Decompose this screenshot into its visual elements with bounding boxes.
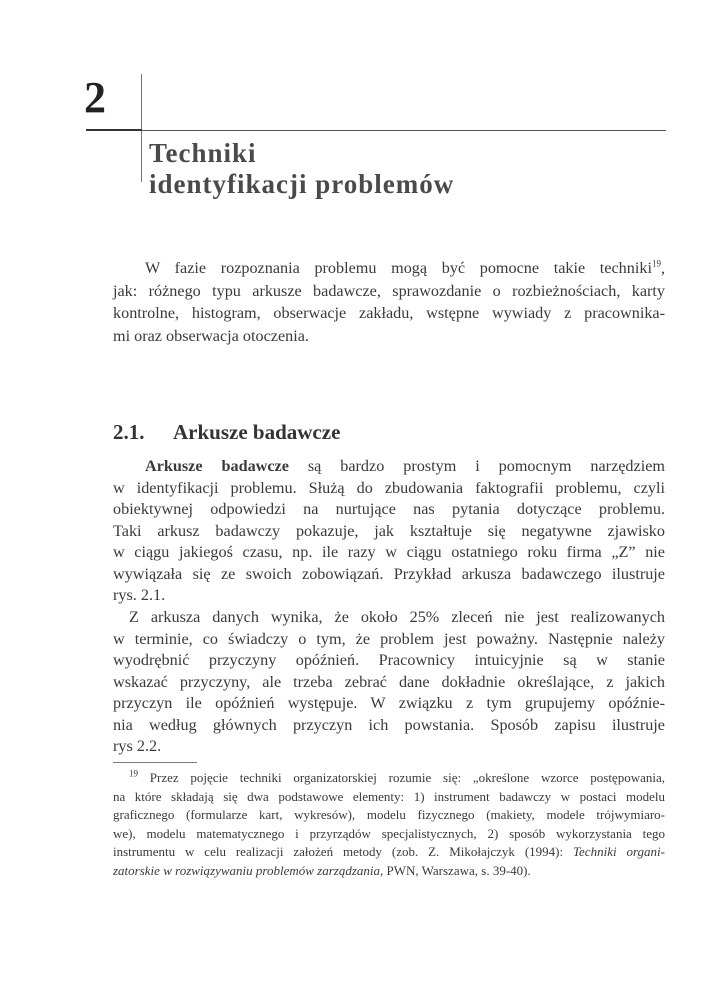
- chapter-number: 2: [84, 73, 106, 122]
- citation-title: zatorskie w rozwiązywaniu problemów zarządzania,: [113, 862, 384, 878]
- chapter-title-line: Techniki: [149, 138, 257, 168]
- chapter-rule-accent: [86, 129, 142, 131]
- text-line: rys 2.2.: [113, 737, 162, 755]
- text-line: $^{19}$ Przez pojęcie techniki organizatorskiej rozumie się: „określone wzorce postępowania,: [129, 768, 665, 785]
- text-line: wskazać przyczyny, ale trzeba zebrać dane dokładnie określające, z jakich: [113, 672, 665, 691]
- chapter-title-line: identyfikacji problemów: [149, 169, 455, 199]
- text-line: wywiązała się ze swoich zobowiązań. Przykład arkusza badawczego ilustruje: [113, 564, 665, 583]
- text-line: obiektywnej odpowiedzi na nurtujące nas pytania dotyczące problemu.: [113, 500, 665, 518]
- text-line: Taki arkusz badawczy pokazuje, jak kształtuje się negatywne zjawisko: [113, 521, 665, 540]
- text-line: graficznego (formularze kart, wykresów), modelu fizycznego (makiety, modele trójwymiaro-: [113, 807, 665, 823]
- term: Arkusze badawcze: [145, 457, 289, 475]
- text-line: na które składają się dwa podstawowe elementy: 1) instrument badawczy w postaci modelu: [113, 788, 665, 804]
- text-line: Arkusze badawcze są bardzo prostym i pomocnym narzędziem: [145, 457, 665, 475]
- chapter-vertical-rule: [141, 74, 142, 182]
- text-line: W fazie rozpoznania problemu mogą być pomocne takie techniki$^{19}$,: [145, 258, 665, 277]
- footnote-ref: 19: [651, 258, 661, 269]
- text-line: w terminie, co świadczy o tym, że problem jest poważny. Następnie należy: [113, 629, 665, 648]
- text-line: mi oraz obserwacja otoczenia.: [113, 327, 309, 346]
- text-line: w ciągu jakiegoś czasu, np. ile razy w ciągu ostatniego roku firma „Z” nie: [113, 543, 665, 561]
- chapter-title: [149, 138, 454, 200]
- text-line: zatorskie w rozwiązywaniu problemów zarządzania, PWN, Warszawa, s. 39-40).: [113, 862, 531, 878]
- intro-paragraph: [113, 257, 665, 348]
- text-line: nia według głównych przyczyn ich powstania. Sposób zapisu ilustruje: [113, 715, 665, 734]
- text-line: rys. 2.1.: [113, 586, 166, 604]
- citation-title: Techniki organi-: [573, 844, 665, 860]
- body-paragraph-2: [113, 607, 665, 758]
- footnote-number: 19: [129, 768, 138, 779]
- text-line: przyczyn ile opóźnień występuje. W związku z tym grupujemy opóźnie-: [113, 694, 665, 712]
- section-heading: [113, 420, 340, 445]
- text-line: wyodrębnić przyczyny opóźnień. Pracownicy intuicyjnie są w stanie: [113, 651, 665, 669]
- section-title: Arkusze badawcze: [173, 420, 341, 444]
- text-line: Z arkusza danych wynika, że około 25% zleceń nie jest realizowanych: [129, 608, 665, 626]
- text-line: instrumentu w celu realizacji założeń metody (zob. Z. Mikołajczyk (1994): Techniki organi-: [113, 844, 665, 860]
- chapter-horizontal-rule: [86, 130, 666, 131]
- text-line: kontrolne, histogram, obserwacje zakładu, wstępne wywiady z pracownika-: [113, 304, 665, 323]
- footnote-separator: [113, 762, 197, 763]
- text-line: w identyfikacji problemu. Służą do zbudowania faktografii problemu, czyli: [113, 478, 665, 497]
- text-line: we), modelu matematycznego i przyrządów specjalistycznych, 2) sposób wykorzystania tego: [113, 825, 665, 841]
- section-number: 2.1.: [113, 420, 145, 444]
- text-line: jak: różnego typu arkusze badawcze, sprawozdanie o rozbieżnościach, karty: [113, 281, 665, 300]
- body-paragraph-1: [113, 456, 665, 607]
- footnote: [113, 769, 665, 881]
